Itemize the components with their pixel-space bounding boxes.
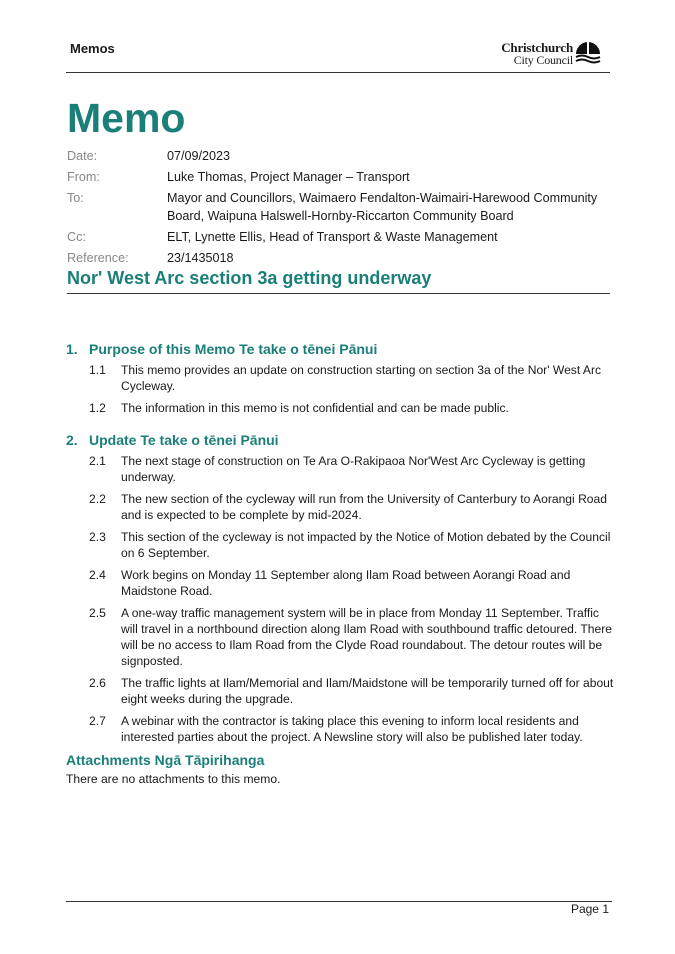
item-number: 1.2: [89, 401, 106, 415]
section-heading-update: [66, 431, 279, 449]
cc-value: ELT, Lynette Ellis, Head of Transport & Waste Management: [167, 230, 498, 244]
list-item: [89, 400, 614, 416]
to-row: [67, 189, 612, 225]
to-value: Mayor and Councillors, Waimaero Fendalton-Waimairi-Harewood Community Board, Waipuna Halswell-Hornby-Riccarton Community Board: [167, 191, 598, 223]
cc-row: [67, 228, 612, 246]
item-text: This memo provides an update on construction starting on section 3a of the Nor' West Arc Cycleway.: [121, 363, 602, 393]
item-text: A one-way traffic management system will be in place from Monday 11 September. Traffic will travel in a northbound direction along Ilam Road with southbound traffic detoured. There will be no access to Ilam Road from the Clyde Road roundabout. The detour routes will be signposted.: [121, 606, 612, 668]
item-number: 2.2: [89, 492, 106, 506]
header-label: Memos: [70, 41, 115, 56]
item-text: The next stage of construction on Te Ara O-Rakipaoa Nor'West Arc Cycleway is getting underway.: [121, 454, 586, 484]
section-items-purpose: [89, 362, 614, 422]
logo-line2: City Council: [513, 53, 573, 67]
memo-details: [67, 147, 612, 270]
date-label: Date:: [67, 149, 98, 163]
item-text: The new section of the cycleway will run from the University of Canterbury to Aorangi Road and is expected to be complete by mid-2024.: [121, 492, 607, 522]
date-row: [67, 147, 612, 165]
item-number: 2.4: [89, 568, 106, 582]
cc-label: Cc:: [67, 230, 86, 244]
attachments-heading: Attachments Ngā Tāpirihanga: [66, 752, 265, 768]
item-number: 2.6: [89, 676, 106, 690]
list-item: [89, 567, 614, 599]
page-title: Memo: [67, 95, 186, 141]
item-number: 2.3: [89, 530, 106, 544]
item-number: 2.5: [89, 606, 106, 620]
page-number: Page 1: [570, 902, 609, 916]
item-text: This section of the cycleway is not impacted by the Notice of Motion debated by the Council on 6 September.: [121, 530, 611, 560]
from-row: [67, 168, 612, 186]
item-number: 2.7: [89, 714, 106, 728]
item-text: The traffic lights at Ilam/Memorial and Ilam/Maidstone will be temporarily turned off for about eight weeks during the upgrade.: [121, 676, 614, 706]
memo-subject: Nor' West Arc section 3a getting underway: [67, 266, 610, 294]
date-value: 07/09/2023: [167, 149, 231, 163]
from-value: Luke Thomas, Project Manager – Transport: [167, 170, 410, 184]
item-number: 2.1: [89, 454, 106, 468]
logo-line1: Christchurch: [501, 40, 573, 55]
section-items-update: [89, 453, 614, 751]
section-title: Purpose of this Memo Te take o tēnei Pānui: [89, 341, 378, 357]
list-item: [89, 491, 614, 523]
attachments-text: There are no attachments to this memo.: [66, 772, 281, 786]
item-number: 1.1: [89, 363, 106, 377]
section-title: Update Te take o tēnei Pānui: [89, 432, 279, 448]
header-divider: [66, 72, 610, 73]
section-heading-purpose: [66, 340, 377, 358]
list-item: [89, 453, 614, 485]
section-number: 2.: [66, 432, 78, 448]
list-item: [89, 605, 614, 669]
item-text: A webinar with the contractor is taking place this evening to inform local residents and interested parties about the project. A Newsline story will also be published later today.: [121, 714, 583, 744]
reference-label: Reference:: [67, 251, 129, 265]
council-emblem-icon: [575, 41, 601, 65]
list-item: [89, 675, 614, 707]
from-label: From:: [67, 170, 100, 184]
to-label: To:: [67, 191, 84, 205]
item-text: The information in this memo is not confidential and can be made public.: [121, 401, 509, 415]
council-logo: [497, 41, 603, 67]
item-text: Work begins on Monday 11 September along Ilam Road between Aorangi Road and Maidstone Road.: [121, 568, 571, 598]
section-number: 1.: [66, 341, 78, 357]
reference-row: [67, 249, 612, 267]
list-item: [89, 713, 614, 745]
list-item: [89, 529, 614, 561]
list-item: [89, 362, 614, 394]
footer-divider: [66, 901, 612, 902]
reference-value: 23/1435018: [167, 251, 234, 265]
